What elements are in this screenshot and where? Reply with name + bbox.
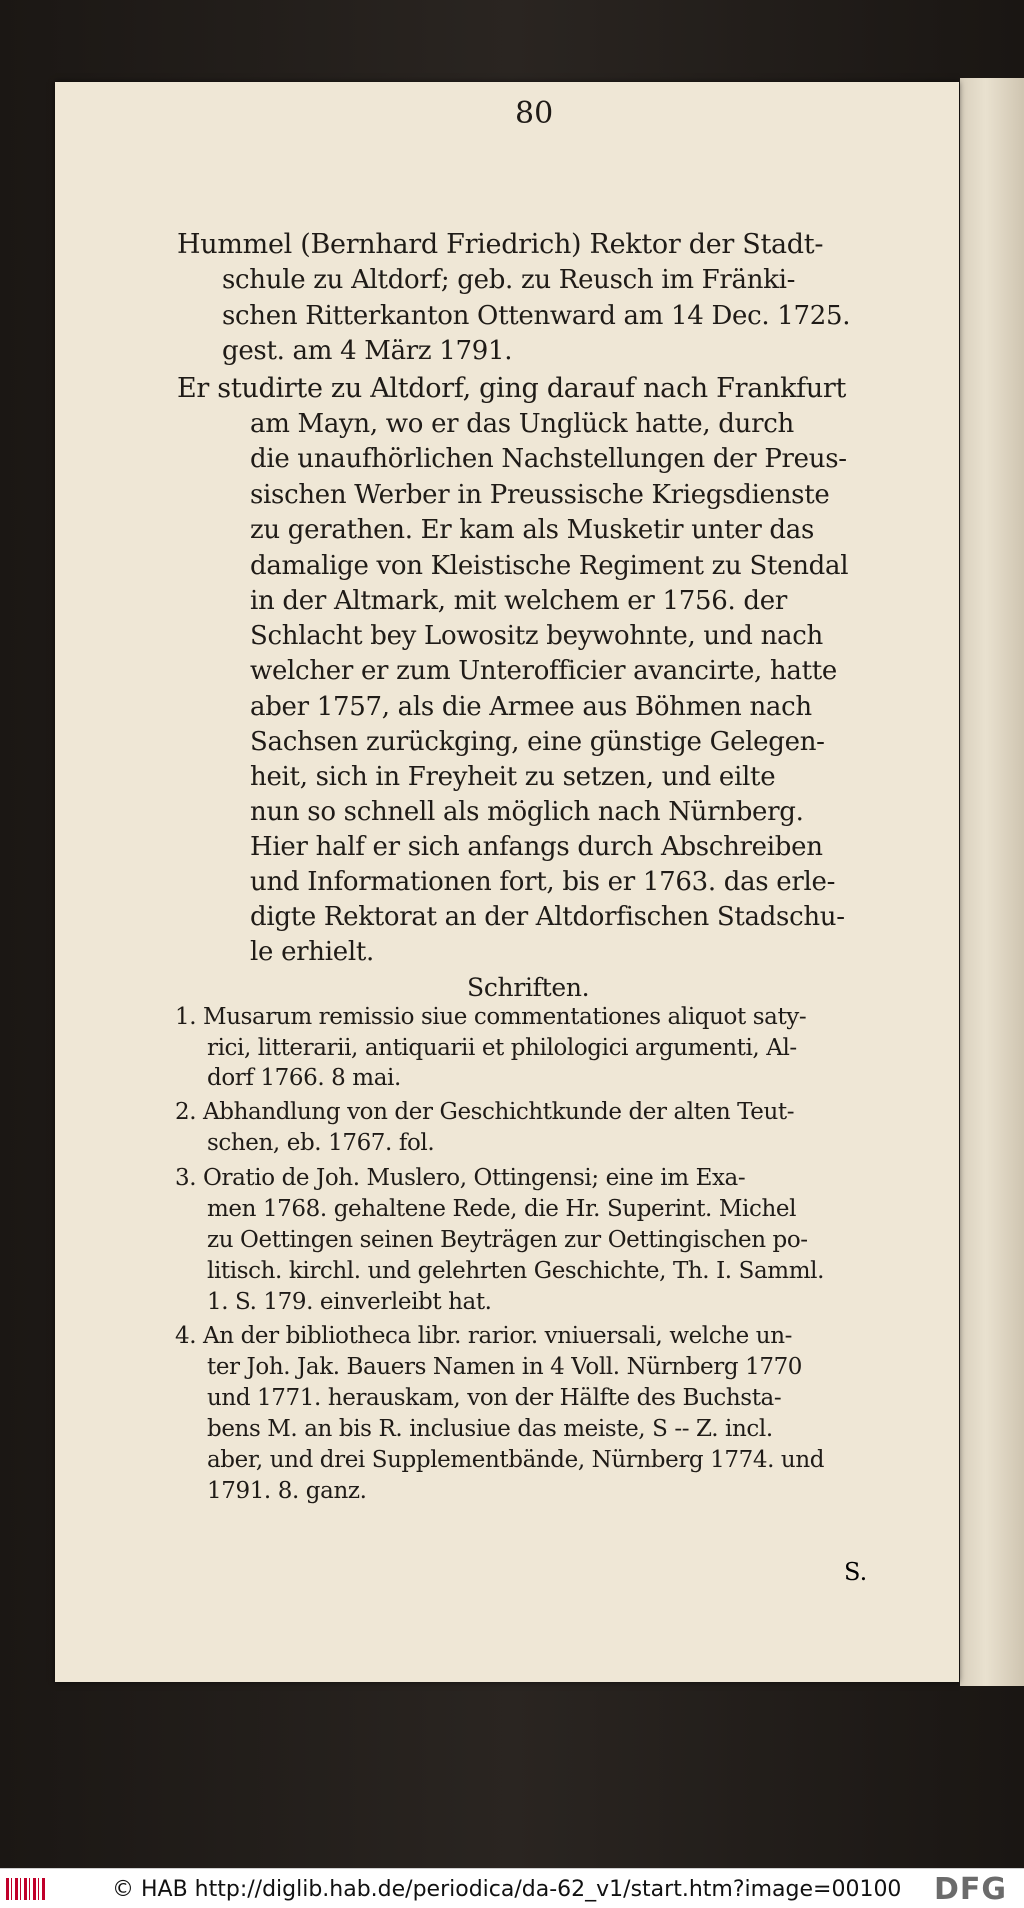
list-line: 1. Musarum remissio siue commentationes aliquot saty- <box>175 1004 807 1030</box>
dfg-logo: DFG <box>934 1872 1008 1907</box>
list-line: 1791. 8. ganz. <box>207 1478 367 1504</box>
entry-line: schen Ritterkanton Ottenward am 14 Dec. 1725. <box>222 301 851 331</box>
body-line: in der Altmark, mit welchem er 1756. der <box>250 586 787 616</box>
catchword: S. <box>844 1558 868 1586</box>
list-line: litisch. kirchl. und gelehrten Geschichte, Th. I. Samml. <box>207 1258 824 1284</box>
list-line: schen, eb. 1767. fol. <box>207 1130 435 1156</box>
entry-line: schule zu Altdorf; geb. zu Reusch im Fränki- <box>222 265 796 295</box>
body-line: Schlacht bey Lowositz beywohnte, und nach <box>250 621 823 651</box>
section-heading: Schriften. <box>467 973 590 1002</box>
body-line: am Mayn, wo er das Unglück hatte, durch <box>250 409 794 439</box>
list-line: 4. An der bibliotheca libr. rarior. vniuersali, welche un- <box>175 1323 792 1349</box>
entry-line: gest. am 4 März 1791. <box>222 336 513 366</box>
body-line: welcher er zum Unterofficier avancirte, hatte <box>250 656 838 686</box>
list-line: und 1771. herauskam, von der Hälfte des Buchsta- <box>207 1385 782 1411</box>
entry-line: Hummel (Bernhard Friedrich) Rektor der Stadt- <box>177 229 824 260</box>
list-line: zu Oettingen seinen Beyträgen zur Oettingischen po- <box>207 1227 808 1253</box>
list-line: 2. Abhandlung von der Geschichtkunde der alten Teut- <box>175 1099 795 1125</box>
body-line: Sachsen zurückging, eine günstige Gelegen- <box>250 727 825 757</box>
body-line: aber 1757, als die Armee aus Böhmen nach <box>250 692 812 722</box>
body-line: damalige von Kleistische Regiment zu Stendal <box>250 551 849 581</box>
body-line: heit, sich in Freyheit zu setzen, und eilte <box>250 762 776 792</box>
body-line: die unaufhörlichen Nachstellungen der Preus- <box>250 444 847 474</box>
list-line: aber, und drei Supplementbände, Nürnberg 1774. und <box>207 1447 825 1473</box>
list-line: dorf 1766. 8 mai. <box>207 1065 401 1091</box>
page-number: 80 <box>515 96 554 131</box>
list-line: rici, litterarii, antiquarii et philologici argumenti, Al- <box>207 1035 797 1061</box>
body-line: und Informationen fort, bis er 1763. das erle- <box>250 867 836 897</box>
body-line: Hier half er sich anfangs durch Abschreiben <box>250 832 823 862</box>
body-line: sischen Werber in Preussische Kriegsdienste <box>250 480 830 510</box>
next-page-edge <box>960 78 1024 1686</box>
body-line: zu gerathen. Er kam als Musketir unter das <box>250 515 815 545</box>
barcode-icon <box>6 1878 46 1900</box>
body-line: nun so schnell als möglich nach Nürnberg. <box>250 797 804 827</box>
body-line: Er studirte zu Altdorf, ging darauf nach Frankfurt <box>177 373 847 404</box>
footer-bar <box>0 1868 1024 1908</box>
body-line: digte Rektorat an der Altdorfischen Stadschu- <box>250 902 845 932</box>
list-line: ter Joh. Jak. Bauers Namen in 4 Voll. Nürnberg 1770 <box>207 1354 803 1380</box>
list-line: bens M. an bis R. inclusiue das meiste, S -- Z. incl. <box>207 1416 773 1442</box>
book-page <box>55 82 959 1682</box>
body-line: le erhielt. <box>250 937 374 967</box>
list-line: 1. S. 179. einverleibt hat. <box>207 1289 492 1315</box>
copyright-url[interactable]: © HAB http://diglib.hab.de/periodica/da-62_v1/start.htm?image=00100 <box>112 1877 902 1902</box>
list-line: 3. Oratio de Joh. Muslero, Ottingensi; eine im Exa- <box>175 1165 746 1191</box>
list-line: men 1768. gehaltene Rede, die Hr. Superint. Michel <box>207 1196 797 1222</box>
